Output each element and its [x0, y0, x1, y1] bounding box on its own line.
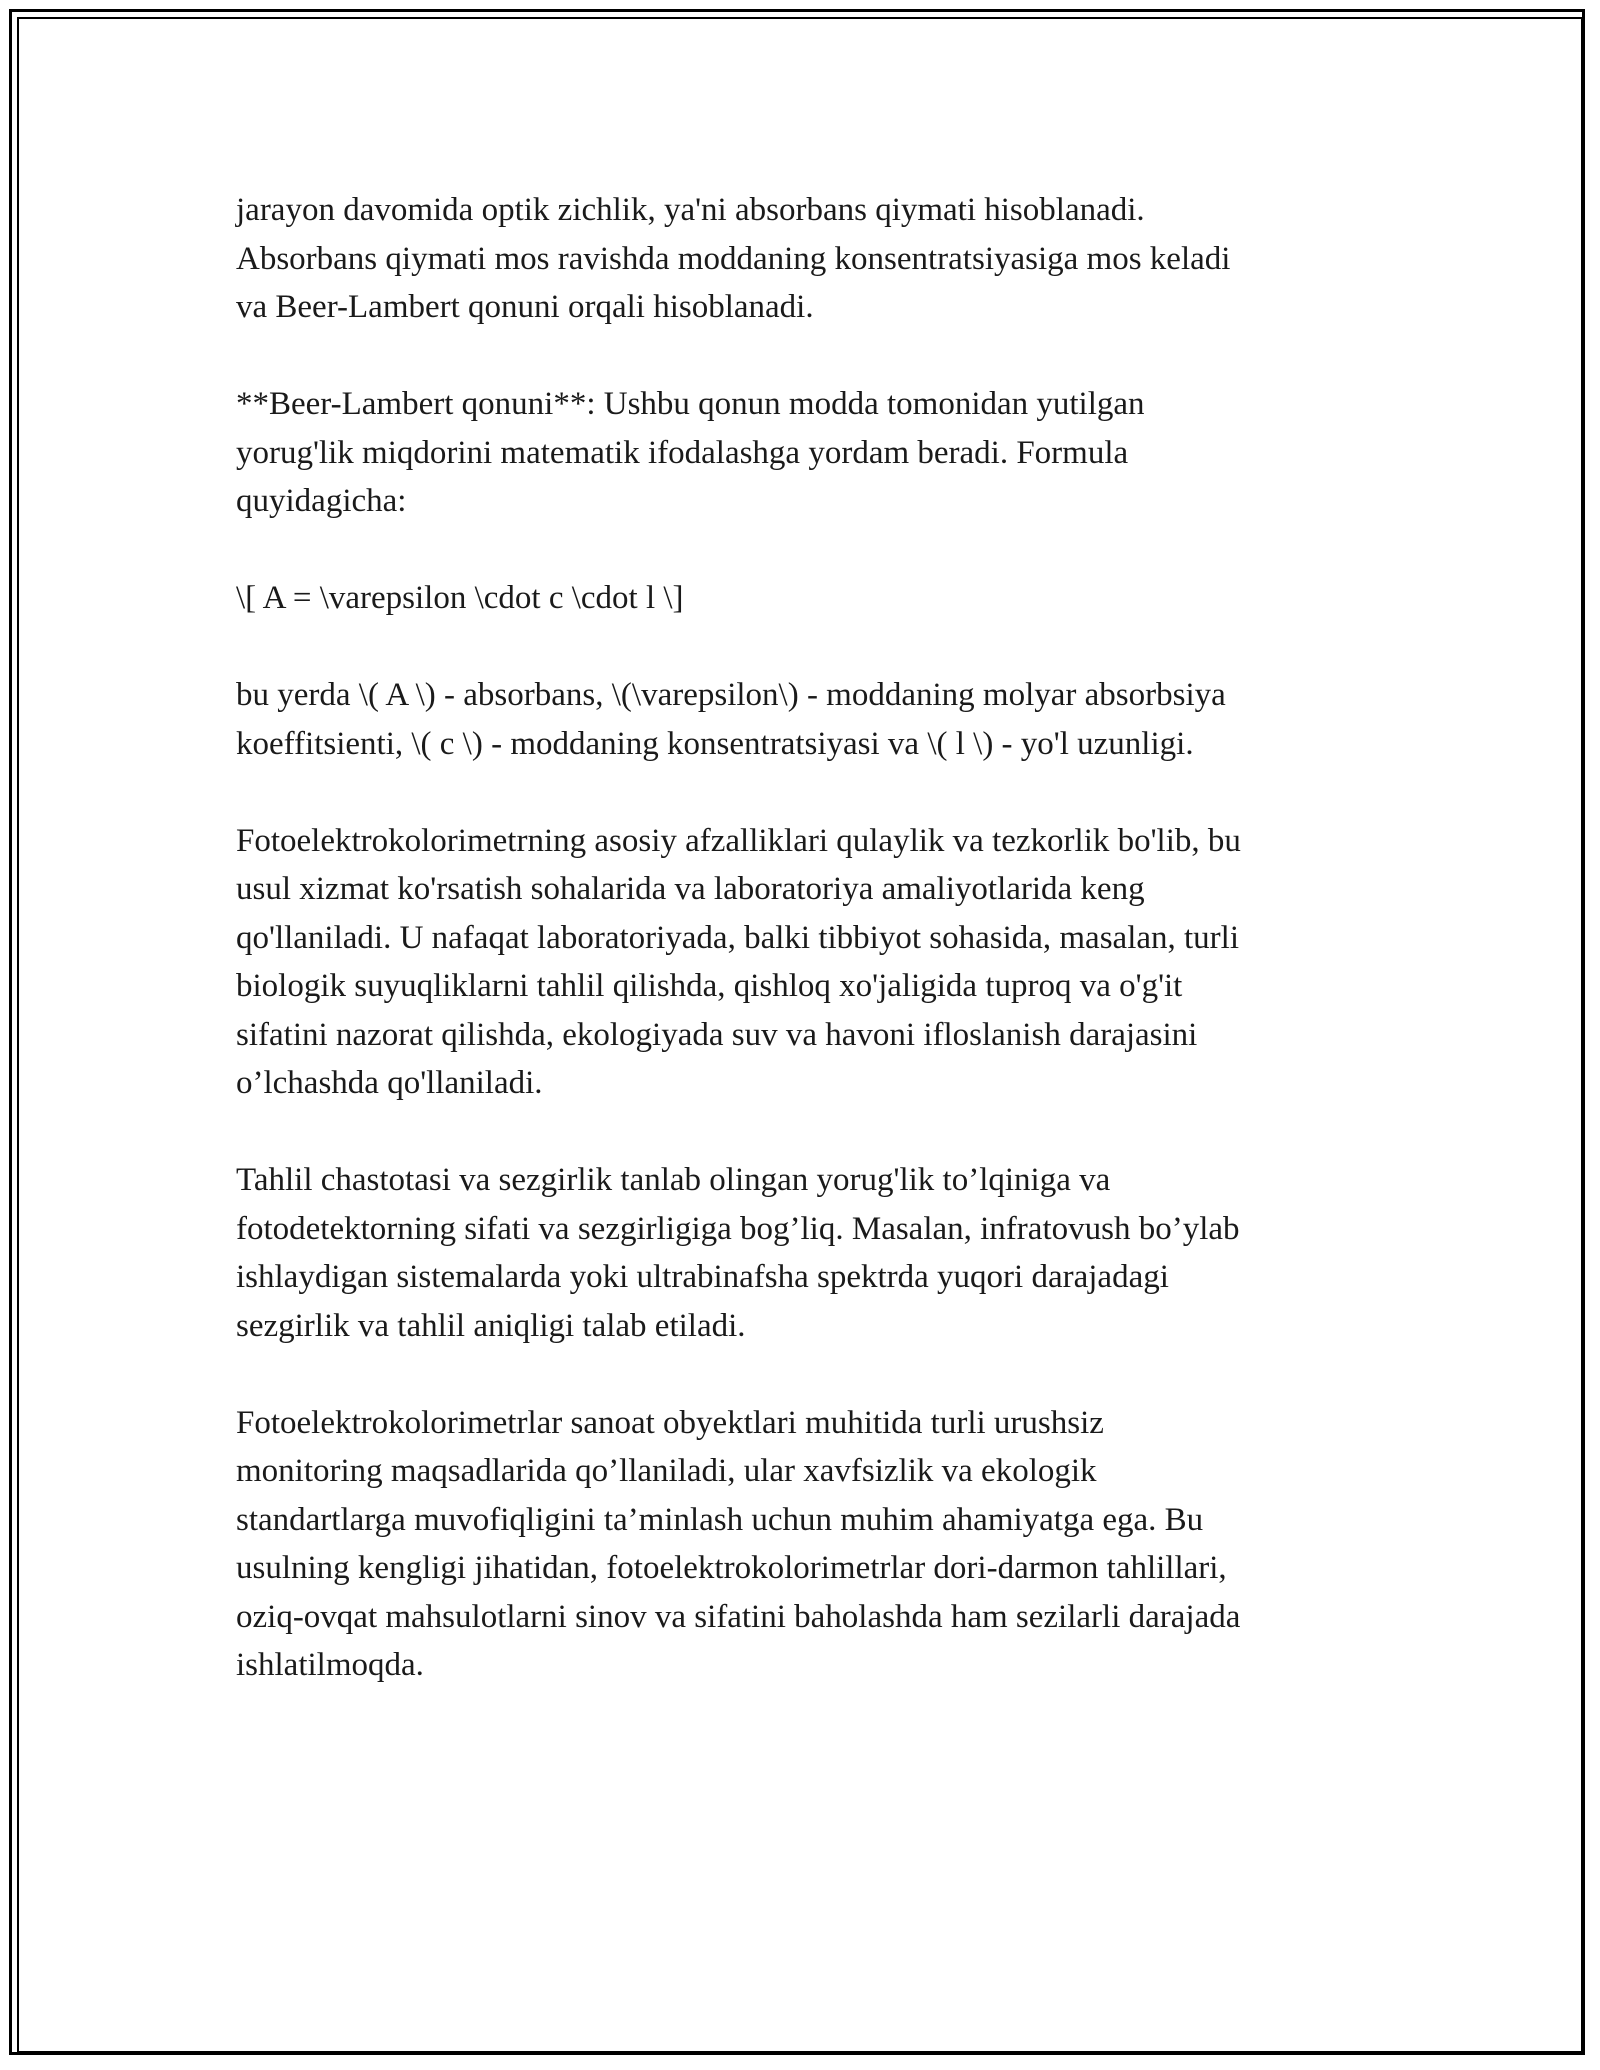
paragraph-formula-legend: bu yerda \( A \) - absorbans, \(\varepsilon\) - moddaning molyar absorbsiya koeffitsienti, \( c \) - moddaning konsentratsiyasi va \( l \) - yo'l uzunligi. — [236, 677, 1226, 762]
paragraph-formula: \[ A = \varepsilon \cdot c \cdot l \] — [236, 580, 684, 616]
paragraph-sensitivity: Tahlil chastotasi va sezgirlik tanlab olingan yorug'lik to’lqiniga va fotodetektorning sifati va sezgirligiga bog’liq. Masalan, infratovush bo’ylab ishlaydigan sistemalarda yoki ultrabinafsha spektrda yuqori darajadagi sezgirlik va tahlil aniqligi talab etiladi. — [236, 1162, 1240, 1344]
paragraph-beer-lambert-intro: **Beer-Lambert qonuni**: Ushbu qonun modda tomonidan yutilgan yorug'lik miqdorini matematik ifodalashga yordam beradi. Formula quyidagicha: — [236, 386, 1145, 519]
paragraph-absorbance: jarayon davomida optik zichlik, ya'ni absorbans qiymati hisoblanadi. Absorbans qiymati mos ravishda moddaning konsentratsiyasiga mos keladi va Beer-Lambert qonuni orqali hisoblanadi. — [236, 192, 1231, 325]
paragraph-advantages: Fotoelektrokolorimetrning asosiy afzalliklari qulaylik va tezkorlik bo'lib, bu usul xizmat ko'rsatish sohalarida va laboratoriya amaliyotlarida keng qo'llaniladi. U nafaqat laboratoriyada, balki tibbiyot sohasida, masalan, turli biologik suyuqliklarni tahlil qilishda, qishloq xo'jaligida tuproq va o'g'it sifatini nazorat qilishda, ekologiyada suv va havoni ifloslanish darajasini o’lchashda qo'llaniladi. — [236, 822, 1241, 1101]
document-body — [236, 186, 1366, 1738]
paragraph-industrial-use: Fotoelektrokolorimetrlar sanoat obyektlari muhitida turli urushsiz monitoring maqsadlarida qo’llaniladi, ular xavfsizlik va ekologik standartlarga muvofiqligini ta’minlash uchun muhim ahamiyatga ega. Bu usulning kengligi jihatidan, fotoelektrokolorimetrlar dori-darmon tahlillari, oziq-ovqat mahsulotlarni sinov va sifatini baholashda ham sezilarli darajada ishlatilmoqda. — [236, 1404, 1241, 1683]
